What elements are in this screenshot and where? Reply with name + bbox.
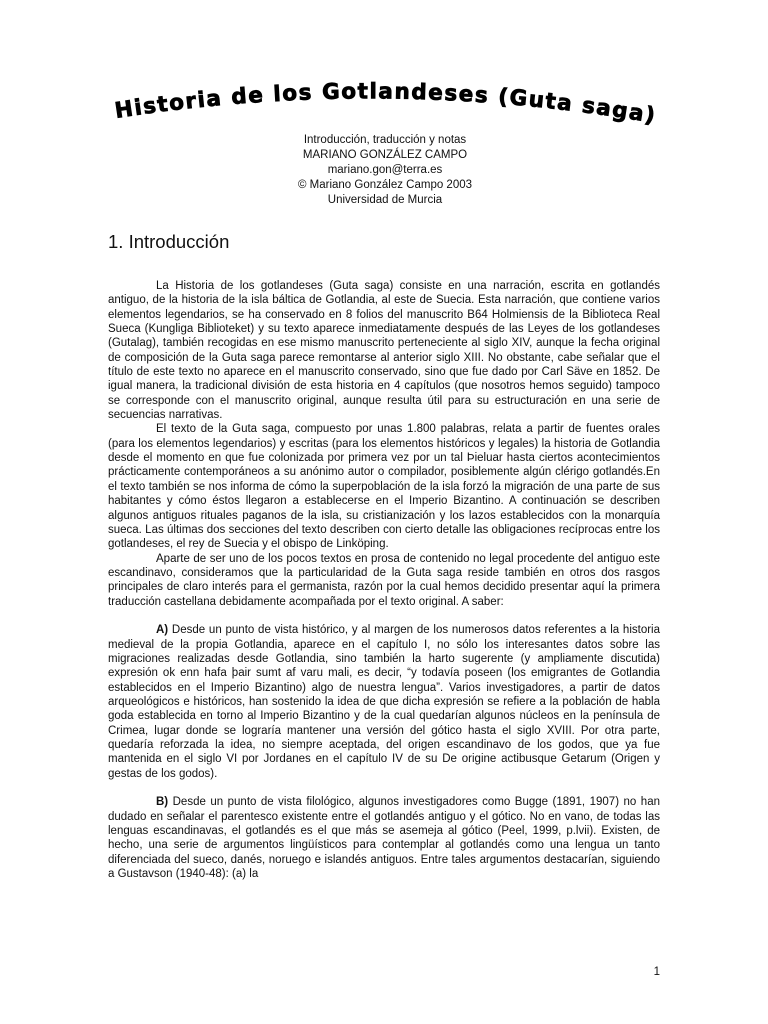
document-title-text: Historia de los Gotlandeses (Guta saga) [113, 79, 657, 129]
point-b-text: Desde un punto de vista filológico, algunos investigadores como Bugge (1891, 1907) no han dudado en señalar el parentesco existente entre el gotlandés antiguo y el gótico. No en vano, de todas las lenguas escandinavas, el gotlandés es el que más se asemeja al gótico (Peel, 1999, p.lvii). Existen, de hecho, una serie de argumentos lingüísticos para contemplar al gotlandés como una lengua un tanto diferenciada del sueco, danés, noruego e islandés antiguos. Entre tales argumentos destacarían, siguiendo a Gustavson (1940-48): (a) la [108, 796, 660, 881]
author-email: mariano.gon@terra.es [327, 164, 443, 176]
title-block [250, 133, 520, 208]
subtitle: Introducción, traducción y notas [303, 134, 467, 146]
copyright-line: © Mariano González Campo 2003 [297, 179, 473, 191]
paragraph-point-b [108, 795, 660, 881]
paragraph: Aparte de ser uno de los pocos textos en prosa de contenido no legal procedente del antiguo este escandinavo, consideramos que la particularidad de la Guta saga reside también en otros dos rasgos principales de claro interés para el germanista, razón por la cual hemos decidido presentar aquí la primera traducción castellana debidamente acompañada por el texto original. A saber: [108, 552, 660, 608]
author-name: MARIANO GONZÁLEZ CAMPO [302, 149, 468, 161]
paragraph: La Historia de los gotlandeses (Guta saga) consiste en una narración, escrita en gotlandés antiguo, de la historia de la isla báltica de Gotlandia, al este de Suecia. Esta narración, que contiene varios elementos legendarios, se ha conservado en 8 folios del manuscrito B64 Holmiensis de la Biblioteca Real Sueca (Kungliga Biblioteket) y su texto aparece inmediatamente después de las Leyes de los gotlandeses (Gutalag), también recogidas en ese mismo manuscrito perteneciente al siglo XIV, aunque la fecha original de composición de la Guta saga parece remontarse al anterior siglo XIII. No obstante, cabe señalar que el título de este texto no aparece en el manuscrito conservado, sino que fue dado por Carl Säve en 1852. De igual manera, la tradicional división de esta historia en 4 capítulos (que nosotros hemos seguido) tampoco se corresponde con el manuscrito original, aunque resulta útil para su estructuración en una serie de secuencias narrativas. [108, 280, 660, 422]
paragraph: El texto de la Guta saga, compuesto por unas 1.800 palabras, relata a partir de fuentes orales (para los elementos legendarios) y escritas (para los elementos históricos y legales) la historia de Gotlandia desde el momento en que fue colonizada por primera vez por un tal Þieluar hasta ciertos acontecimientos prácticamente contemporáneos a su anónimo autor o compilador, posiblemente algún clérigo gotlandés.En el texto también se nos informa de cómo la superpoblación de la isla forzó la migración de una parte de sus habitantes y cómo éstos llegaron a establecerse en el Imperio Bizantino. A continuación se describen algunos antiguos rituales paganos de la isla, su cristianización y los lazos establecidos con la monarquía sueca. Las últimas dos secciones del texto describen con cierto detalle las obligaciones recíprocas entre los gotlandeses, el rey de Suecia y el obispo de Linköping. [108, 423, 660, 551]
page-number: 1 [653, 966, 660, 978]
paragraph-point-a [108, 623, 660, 781]
document-title [108, 74, 668, 134]
point-a-label: A) [156, 624, 169, 637]
institution: Universidad de Murcia [327, 194, 443, 206]
point-a-text: Desde un punto de vista histórico, y al margen de los numerosos datos referentes a la historia medieval de la propia Gotlandia, aparece en el capítulo I, no sólo los interesantes datos sobre las migraciones realizadas desde Gotlandia, sino también la harto sugerente (y ampliamente discutida) expresión ok enn hafa þair sumt af varu mali, es decir, “y todavía poseen (los emigrantes de Gotlandia establecidos en el Imperio Bizantino) algo de nuestra lengua”. Varios investigadores, a partir de datos arqueológicos e históricos, han sostenido la idea de que dicha expresión se refiere a la población de habla goda establecida en torno al Imperio Bizantino y de la cual quedarían algunos núcleos en la península de Crimea, lugar donde se lograría mantener una versión del gótico hasta el siglo XVIII. Por otra parte, quedaría reforzada la idea, no siempre aceptada, del origen escandinavo de los godos, que ya fue mantenida en el siglo VI por Jordanes en el capítulo IV de su De origine actibusque Getarum (Origen y gestas de los godos). [108, 624, 660, 780]
point-b-label: B) [156, 796, 169, 809]
document-body [108, 279, 660, 881]
section-heading: 1. Introducción [108, 231, 230, 252]
